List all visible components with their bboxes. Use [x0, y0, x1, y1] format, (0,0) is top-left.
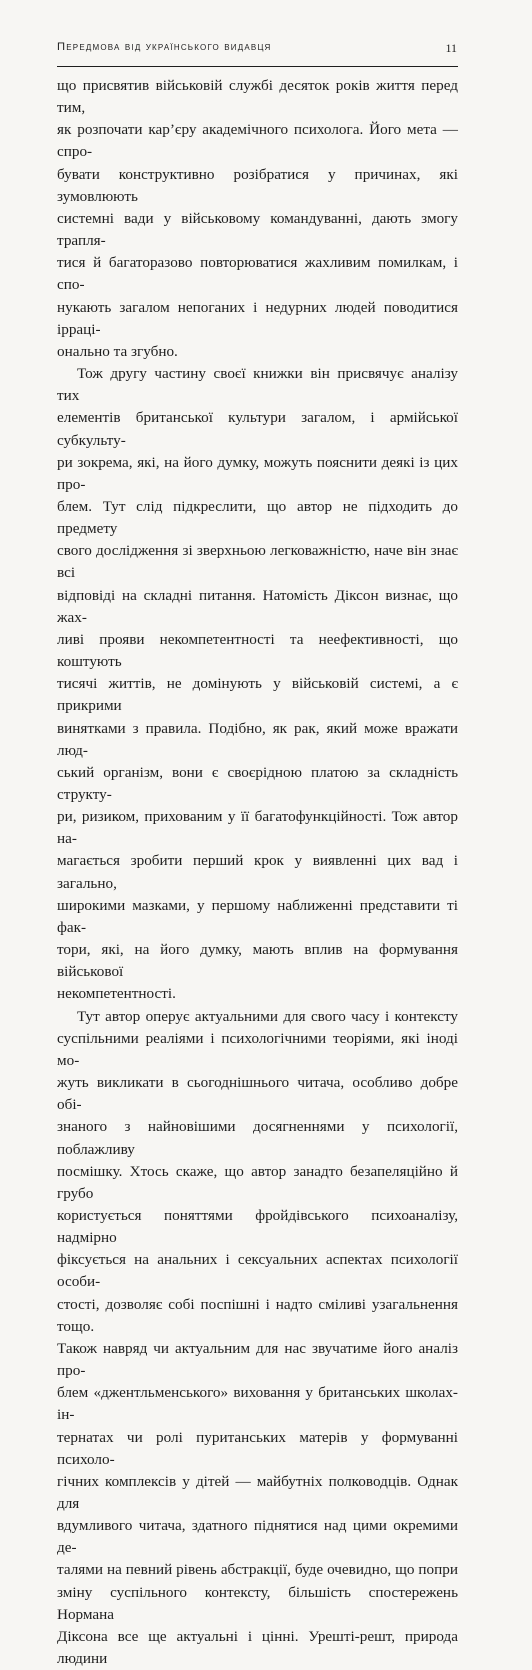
text-line: знаного з найновішими досягненнями у психології, поблажливу — [57, 1118, 458, 1158]
text-line: бувати конструктивно розібратися у причинах, які зумовлюють — [57, 165, 458, 205]
text-line: ливі прояви некомпетентності та неефективності, що коштують — [57, 630, 458, 671]
text-line: зміну суспільного контексту, більшість спостережень Нормана — [57, 1583, 458, 1623]
text-line: блем «джентльменського» виховання у британських школах-ін- — [57, 1384, 458, 1424]
text-line: тися й багаторазово повторюватися жахливим помилкам, і спо- — [57, 254, 458, 294]
text-line: тисячі життів, не домінують у військовій системі, а є прикрими — [57, 675, 458, 715]
running-header — [57, 36, 458, 67]
text-line: свого дослідження зі зверхньою легковажністю, наче він знає всі — [57, 542, 458, 582]
text-line: ський організм, вони є своєрідною платою за складність структу- — [57, 763, 458, 803]
text-line: талями на певний рівень абстракції, буде очевидно, що попри — [57, 1561, 458, 1579]
text-line: жуть викликати в сьогоднішнього читача, особливо добре обі- — [57, 1074, 458, 1114]
text-line: нукають загалом непоганих і недурних людей поводитися ірраці- — [57, 298, 458, 338]
text-line: гічних комплексів у дітей — майбутніх полководців. Однак для — [57, 1472, 458, 1512]
text-line: винятками з правила. Подібно, як рак, який може вражати люд- — [57, 719, 458, 759]
text-line: системні вади у військовому командуванні, дають змогу трапля- — [57, 209, 458, 250]
body-text — [57, 75, 458, 1670]
text-line: широкими мазками, у першому наближенні представити ті фак- — [57, 896, 458, 936]
text-line: онально та згубно. — [57, 342, 178, 360]
text-line: Тут автор оперує актуальними для свого часу і контексту — [77, 1007, 458, 1025]
text-line: суспільними реаліями і психологічними теоріями, які іноді мо- — [57, 1029, 458, 1069]
text-line: відповіді на складні питання. Натомість Діксон визнає, що жах- — [57, 586, 458, 626]
text-line: стості, дозволяє собі поспішні і надто сміливі узагальнення тощо. — [57, 1295, 458, 1335]
running-title: Передмова від українського видавця — [57, 41, 272, 53]
text-line: посмішку. Хтось скаже, що автор занадто безапеляційно й грубо — [57, 1162, 458, 1202]
text-line: блем. Тут слід підкреслити, що автор не підходить до предмету — [57, 497, 458, 538]
text-line: фіксується на анальних і сексуальних аспектах психології особи- — [57, 1251, 458, 1291]
text-line: вдумливого читача, здатного піднятися над цими окремими де- — [57, 1517, 458, 1557]
text-line: магається зробити перший крок у виявленні цих вад і загально, — [57, 852, 458, 892]
page-number: 11 — [445, 41, 457, 55]
text-line: користується поняттями фройдівського психоаналізу, надмірно — [57, 1206, 458, 1247]
text-line: що присвятив військовій службі десяток років життя перед тим, — [57, 77, 458, 117]
text-line: некомпетентності. — [57, 985, 176, 1003]
text-line: Також навряд чи актуальним для нас звучатиме його аналіз про- — [57, 1339, 458, 1380]
text-line: ри зокрема, які, на його думку, можуть пояснити деякі із цих про- — [57, 453, 458, 493]
text-line: тори, які, на його думку, мають вплив на формування військової — [57, 941, 458, 981]
text-line: як розпочати кар’єру академічного психолога. Його мета — спро- — [57, 121, 458, 161]
text-line: Тож другу частину своєї книжки він присвячує аналізу тих — [57, 365, 458, 405]
text-line: Діксона все ще актуальні і цінні. Урешті-решт, природа людини — [57, 1627, 458, 1668]
text-line: елементів британської культури загалом, і армійської субкульту- — [57, 409, 458, 449]
text-line: тернатах чи ролі пуританських матерів у формуванні психоло- — [57, 1428, 458, 1468]
text-line: ри, ризиком, прихованим у її багатофункційності. Тож автор на- — [57, 808, 458, 848]
